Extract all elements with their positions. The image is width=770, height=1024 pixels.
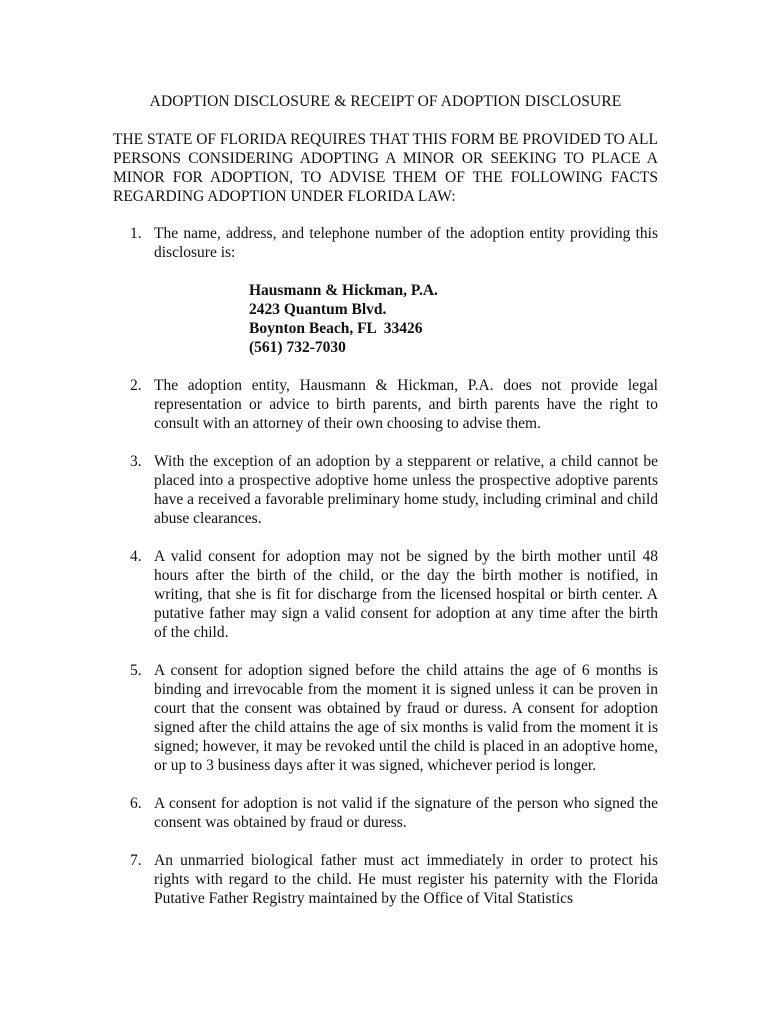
list-item-6 — [113, 794, 658, 832]
item-number: 5. — [130, 662, 142, 679]
item-number: 7. — [130, 852, 142, 869]
item-number: 3. — [130, 453, 142, 470]
item-text: A valid consent for adoption may not be signed by the birth mother until 48 hours after the birth of the child, or the day the birth mother is notified, in writing, that she is fit for discharge from the licensed hospital or birth center. A putative father may sign a valid consent for adoption at any time after the birth of the child. — [154, 548, 658, 641]
list-item-3 — [113, 452, 658, 528]
document-title: ADOPTION DISCLOSURE & RECEIPT OF ADOPTION DISCLOSURE — [149, 93, 622, 110]
item-text: A consent for adoption signed before the child attains the age of 6 months is binding and irrevocable from the moment it is signed unless it can be proven in court that the consent was obtained by fraud or duress. A consent for adoption signed after the child attains the age of six months is valid from the moment it is signed; however, it may be revoked until the child is placed in an adoptive home, or up to 3 business days after it was signed, whichever period is longer. — [154, 662, 658, 774]
item-text: With the exception of an adoption by a stepparent or relative, a child cannot be placed into a prospective adoptive home unless the prospective adoptive parents have a received a favorable preliminary home study, including criminal and child abuse clearances. — [154, 453, 658, 527]
list-item-2 — [113, 376, 658, 433]
item-number: 4. — [130, 548, 142, 565]
disclosure-list — [113, 224, 658, 927]
item-text: An unmarried biological father must act immediately in order to protect his rights with regard to the child. He must register his paternity with the Florida Putative Father Registry maintained by the Office of Vital Statistics — [154, 852, 658, 907]
item-text: A consent for adoption is not valid if the signature of the person who signed the consent was obtained by fraud or duress. — [154, 795, 658, 831]
entity-city: Boynton Beach, FL 33426 — [249, 320, 423, 337]
entity-name: Hausmann & Hickman, P.A. — [249, 282, 438, 299]
intro-paragraph: THE STATE OF FLORIDA REQUIRES THAT THIS FORM BE PROVIDED TO ALL PERSONS CONSIDERING ADOPTING A MINOR OR SEEKING TO PLACE A MINOR FOR ADOPTION, TO ADVISE THEM OF THE FOLLOWING FACTS REGARDING ADOPTION UNDER FLORIDA LAW: — [113, 131, 658, 205]
list-item-1 — [113, 224, 658, 357]
entity-phone: (561) 732-7030 — [249, 339, 346, 356]
entity-address-block — [249, 281, 658, 357]
entity-street: 2423 Quantum Blvd. — [249, 301, 387, 318]
list-item-5 — [113, 661, 658, 775]
item-number: 6. — [130, 795, 142, 812]
item-number: 2. — [130, 377, 142, 394]
list-item-7 — [113, 851, 658, 908]
item-number: 1. — [130, 225, 142, 242]
item-text: The name, address, and telephone number of the adoption entity providing this disclosure is: — [154, 225, 658, 261]
list-item-4 — [113, 547, 658, 642]
item-text: The adoption entity, Hausmann & Hickman, P.A. does not provide legal representation or advice to birth parents, and birth parents have the right to consult with an attorney of their own choosing to advise them. — [154, 377, 658, 432]
